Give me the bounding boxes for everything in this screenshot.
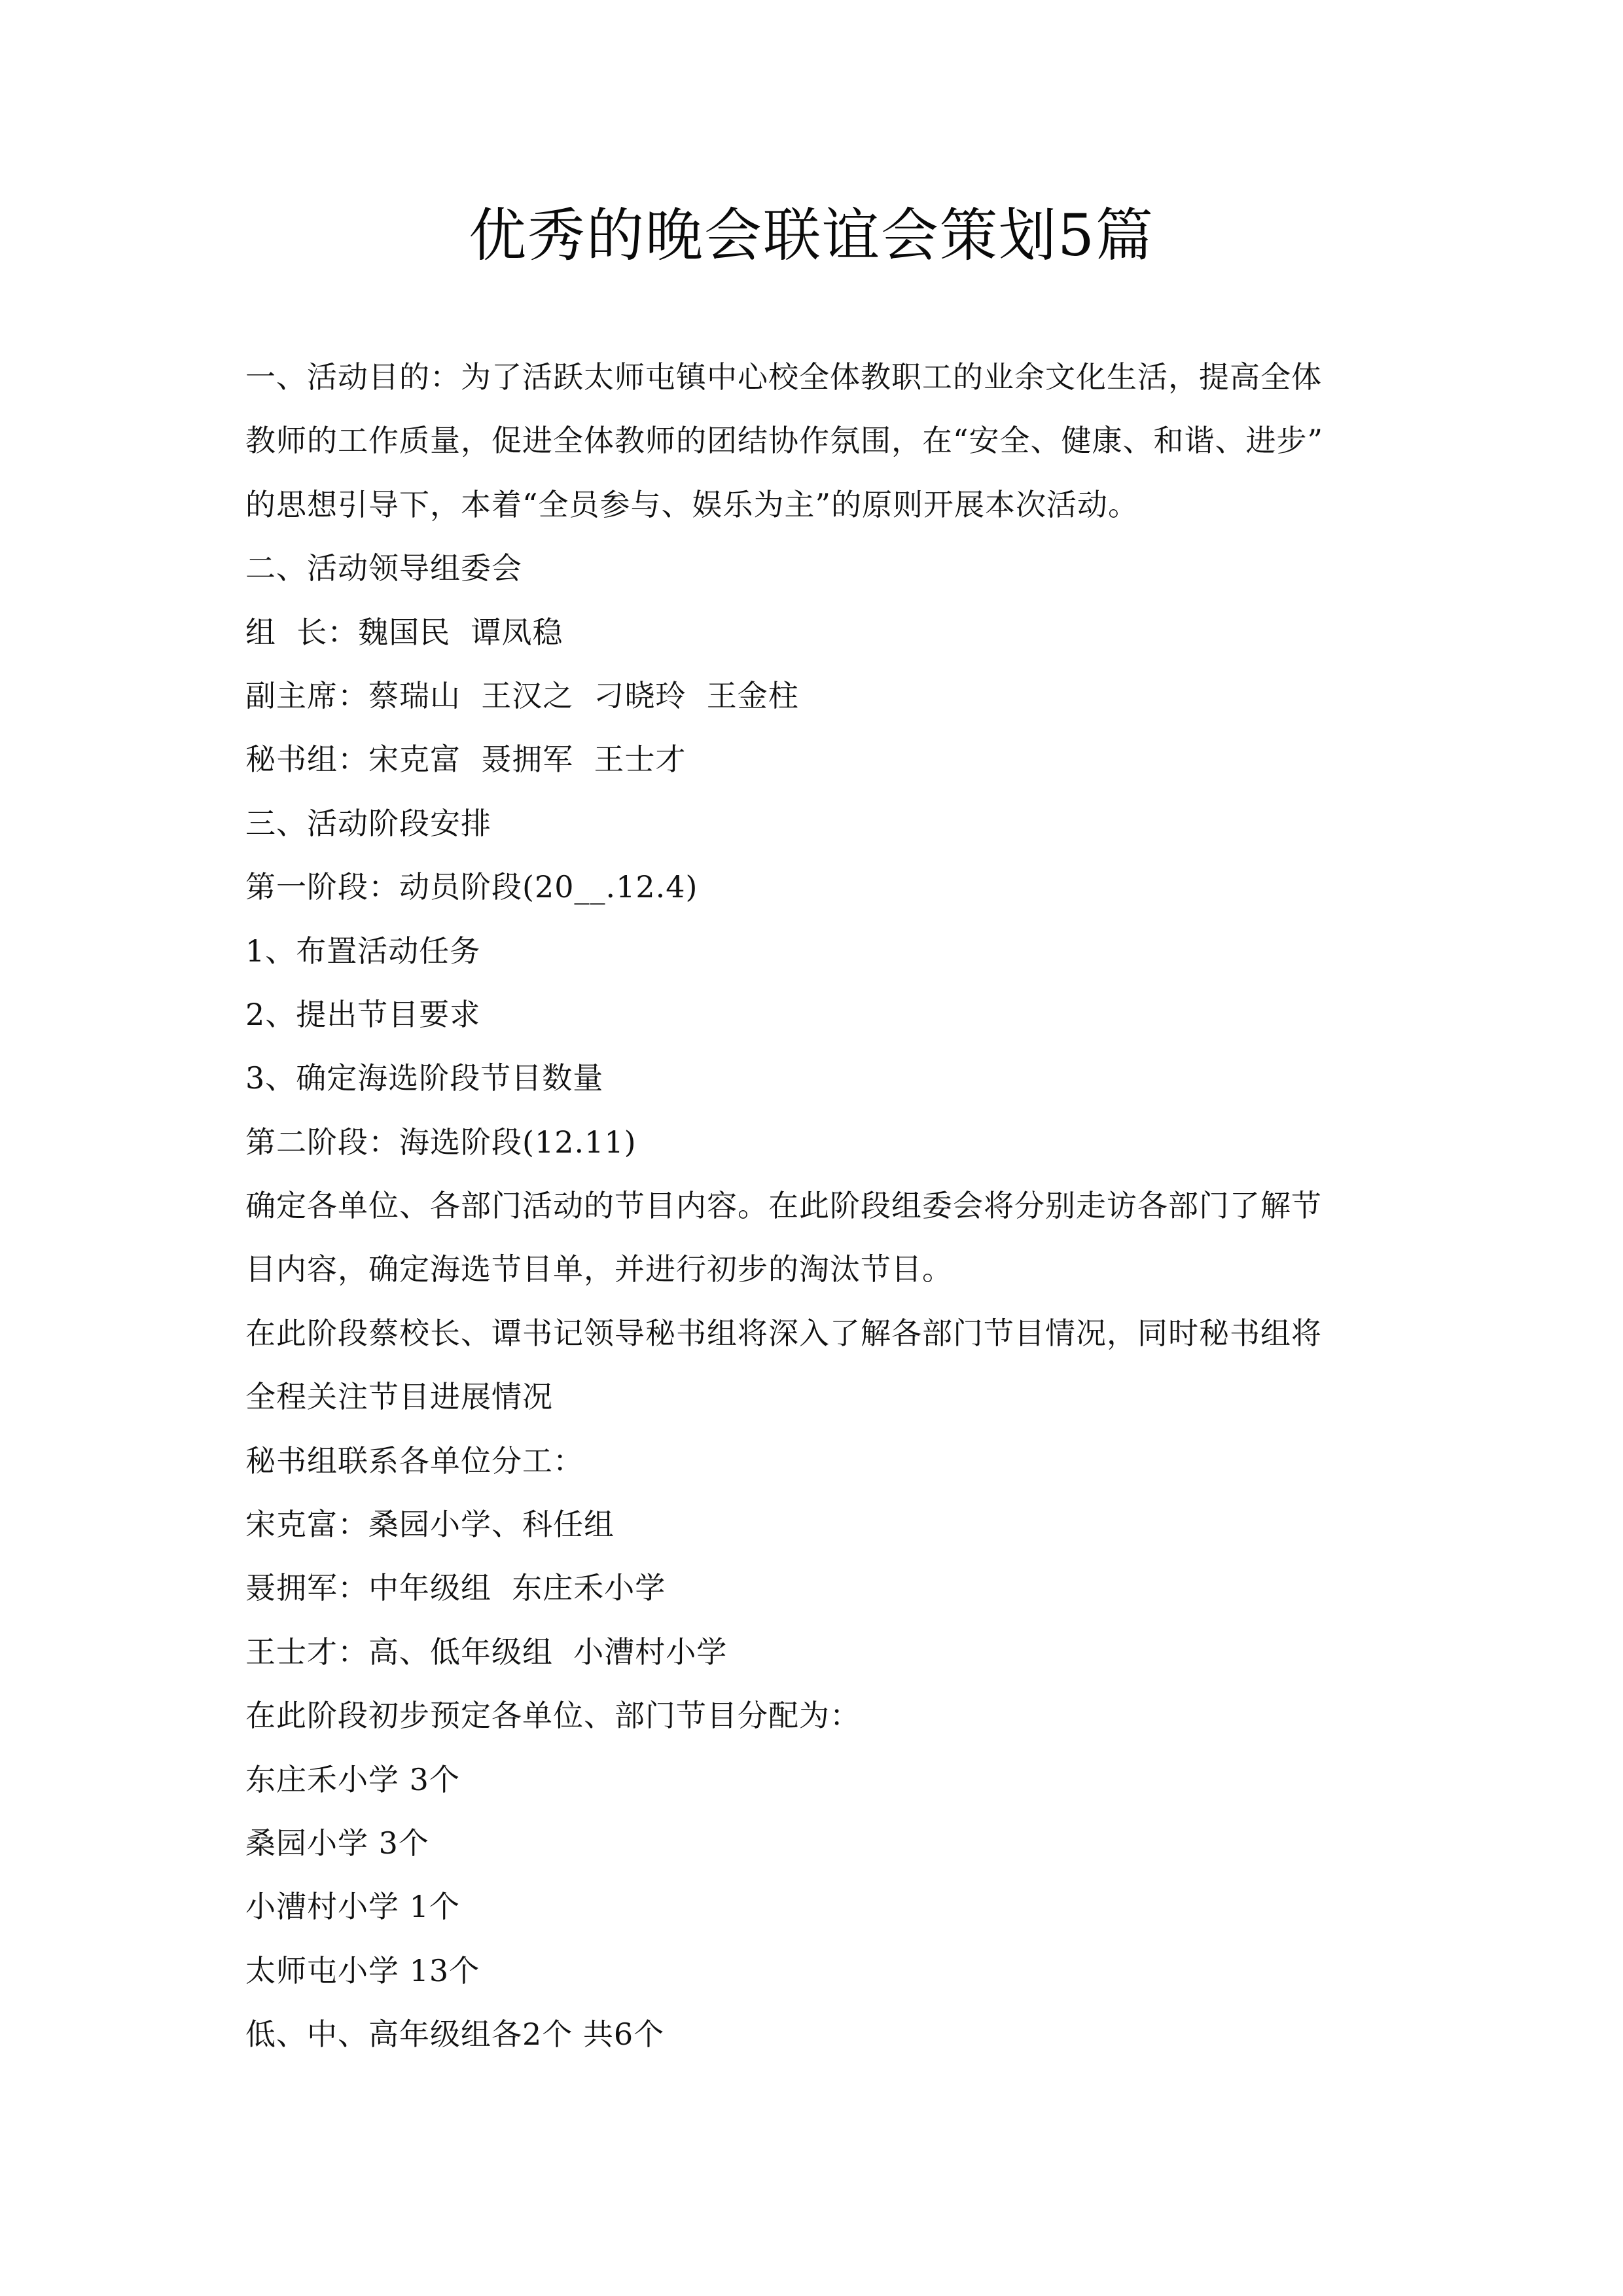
committee-secretariat: 秘书组：宋克富 聂拥军 王士才 (245, 742, 687, 778)
section-stages (245, 792, 1378, 2067)
section-committee (245, 537, 1378, 792)
committee-leader: 组 长：魏国民 谭凤稳 (245, 614, 563, 650)
purpose-line-1: 一、活动目的：为了活跃太师屯镇中心校全体教职工的业余文化生活，提高全体 (245, 359, 1322, 395)
purpose-line-2: 教师的工作质量，促进全体教师的团结协作氛围，在“安全、健康、和谐、进步” (245, 423, 1324, 459)
document-body (245, 346, 1378, 2067)
allocation-item: 低、中、高年级组各2个 共6个 (245, 2017, 665, 2053)
division-item: 王士才：高、低年级组 小漕村小学 (245, 1634, 728, 1670)
stage1-item-2: 2、提出节目要求 (245, 996, 481, 1032)
stage2-para2-line-1: 在此阶段蔡校长、谭书记领导秘书组将深入了解各部门节目情况，同时秘书组将 (245, 1315, 1322, 1351)
stage2-para1-line-2: 目内容，确定海选节目单，并进行初步的淘汰节目。 (245, 1251, 953, 1287)
stages-heading: 三、活动阶段安排 (245, 805, 491, 841)
allocation-item: 东庄禾小学 3个 (245, 1761, 460, 1797)
purpose-line-3: 的思想引导下，本着“全员参与、娱乐为主”的原则开展本次活动。 (245, 486, 1139, 522)
committee-vice-chair: 副主席：蔡瑞山 王汉之 刁晓玲 王金柱 (245, 677, 799, 713)
allocation-item: 小漕村小学 1个 (245, 1889, 460, 1925)
division-heading: 秘书组联系各单位分工： (245, 1443, 584, 1479)
document-title: 优秀的晚会联谊会策划5篇 (469, 202, 1154, 269)
stage2-para1-line-1: 确定各单位、各部门活动的节目内容。在此阶段组委会将分别走访各部门了解节 (245, 1188, 1322, 1224)
allocation-heading: 在此阶段初步预定各单位、部门节目分配为： (245, 1698, 861, 1734)
stage2-title: 第二阶段：海选阶段(12.11) (245, 1124, 637, 1160)
stage1-item-3: 3、确定海选阶段节目数量 (245, 1060, 604, 1096)
division-item: 聂拥军：中年级组 东庄禾小学 (245, 1570, 666, 1606)
allocation-item: 太师屯小学 13个 (245, 1952, 480, 1988)
committee-heading: 二、活动领导组委会 (245, 550, 522, 586)
allocation-item: 桑园小学 3个 (245, 1825, 429, 1861)
section-purpose (245, 346, 1378, 537)
division-item: 宋克富：桑园小学、科任组 (245, 1507, 615, 1543)
stage1-item-1: 1、布置活动任务 (245, 933, 481, 969)
stage2-para2-line-2: 全程关注节目进展情况 (245, 1379, 553, 1415)
stage1-title: 第一阶段：动员阶段(20__.12.4) (245, 869, 698, 905)
